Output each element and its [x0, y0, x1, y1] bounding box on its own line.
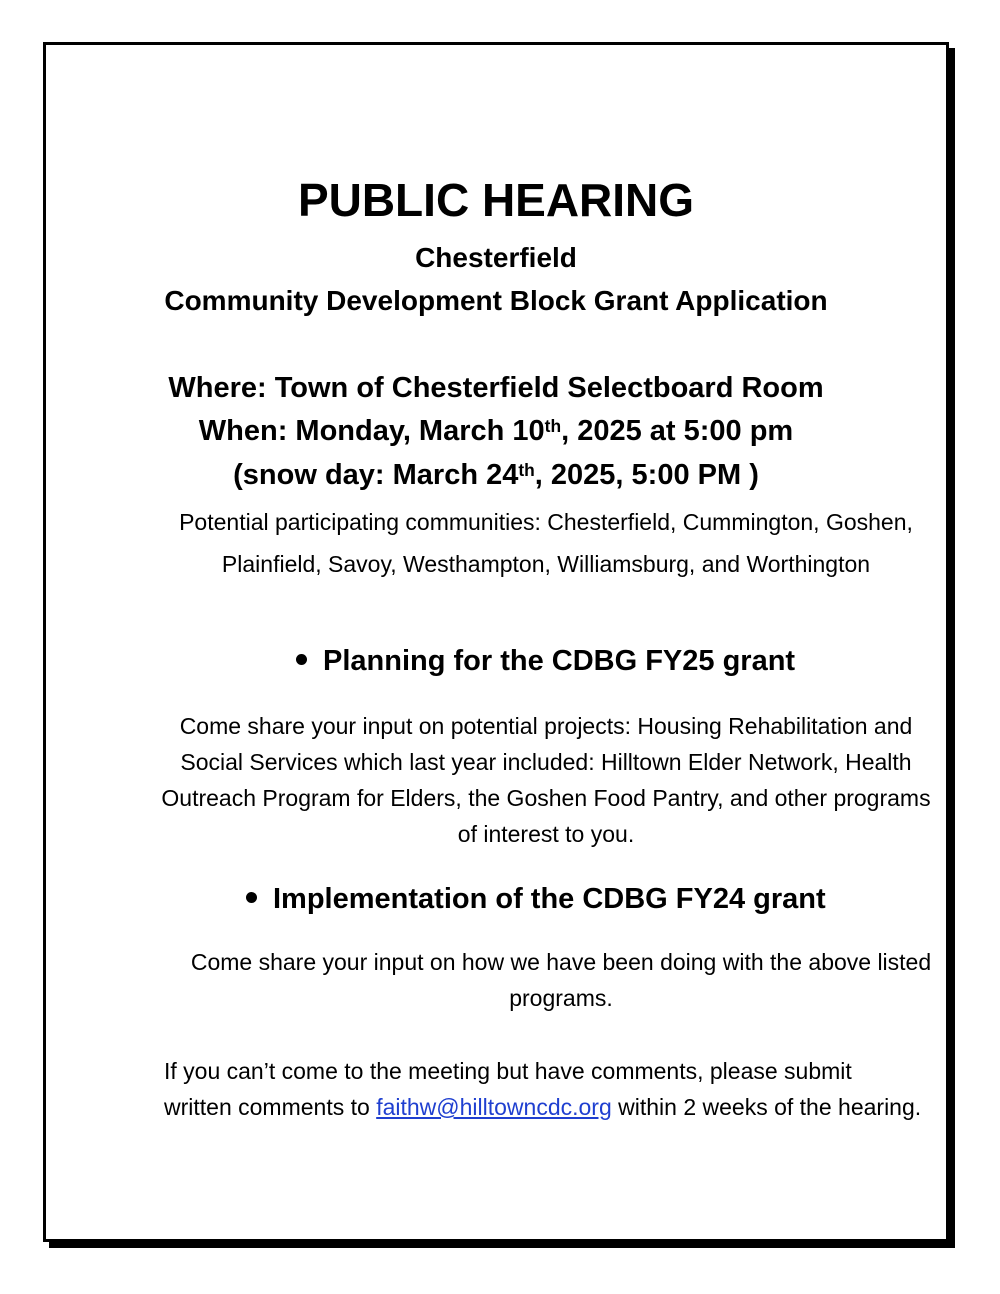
snow-day-ordinal: th	[518, 460, 535, 481]
page-title: PUBLIC HEARING	[297, 174, 695, 226]
bullet-icon	[246, 892, 257, 903]
bullet-icon	[296, 654, 307, 665]
section-heading-planning	[296, 643, 795, 679]
participating-communities: Potential participating communities: Chesterfield, Cummington, Goshen, Plainfield, Savoy, Westhampton, Williamsburg, and Worthington	[179, 509, 913, 577]
hearing-date-prefix: When: Monday, March 10	[198, 415, 545, 447]
section-heading-text: Implementation of the CDBG FY24 grant	[273, 883, 826, 915]
closing-text-before: If you can’t come to the meeting but have comments, please submit written comments to	[164, 1058, 852, 1120]
closing-paragraph	[164, 1053, 924, 1125]
section-body-implementation: Come share your input on how we have been doing with the above listed programs.	[190, 949, 932, 1011]
section-heading-text: Planning for the CDBG FY25 grant	[323, 645, 796, 677]
town-name: Chesterfield	[415, 242, 577, 273]
snow-day-prefix: (snow day: March 24	[233, 459, 519, 491]
notice-frame	[43, 42, 949, 1242]
hearing-date	[46, 413, 946, 449]
section-heading-implementation	[246, 881, 826, 917]
hearing-location: Where: Town of Chesterfield Selectboard Room	[168, 372, 824, 404]
email-link[interactable]: faithw@hilltowncdc.org	[376, 1094, 612, 1120]
hearing-date-suffix: , 2025 at 5:00 pm	[561, 415, 794, 447]
grant-application-title: Community Development Block Grant Application	[164, 285, 828, 316]
section-body-planning: Come share your input on potential projects: Housing Rehabilitation and Social Services which last year included: Hilltown Elder Network, Health Outreach Program for Elders, the Goshen Food Pantry, and other programs of interest to you.	[161, 713, 931, 847]
snow-day-suffix: , 2025, 5:00 PM )	[534, 459, 759, 491]
hearing-date-ordinal: th	[544, 416, 562, 437]
closing-text-after: within 2 weeks of the hearing.	[611, 1094, 922, 1120]
snow-day-date	[46, 457, 946, 493]
